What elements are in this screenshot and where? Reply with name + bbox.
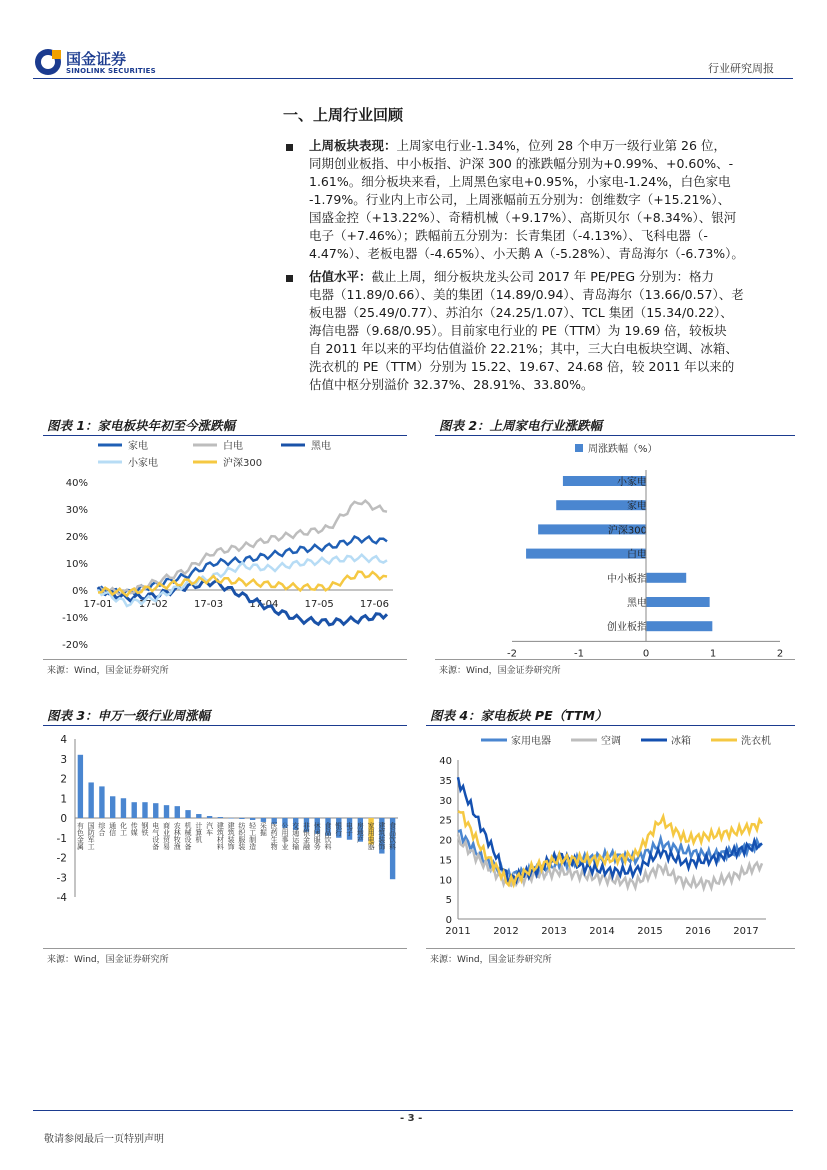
legend-label: 白电 (223, 441, 243, 452)
document-type: 行业研究周报 (708, 62, 774, 75)
bar (646, 597, 710, 607)
y-tick-label: -20% (62, 640, 88, 651)
logo-mark-icon (33, 47, 63, 77)
legend-label: 家用电器 (511, 736, 551, 747)
bullet-label: 上周板块表现： (309, 138, 397, 153)
y-tick-label: 0 (445, 915, 452, 926)
x-tick-label: 2 (776, 648, 784, 660)
category-label: 建筑材料 (216, 822, 225, 850)
category-label: 计算机 (194, 822, 203, 843)
y-tick-label: -2 (56, 852, 67, 865)
category-label: 农林牧渔 (173, 822, 182, 850)
category-label: 家用电器 (367, 822, 376, 850)
page-number: - 3 - (400, 1113, 423, 1124)
x-tick-label: 2015 (637, 926, 663, 937)
x-tick-label: 2017 (733, 926, 759, 937)
category-label: 纺织服装 (237, 822, 246, 850)
chart-ytd-performance (43, 437, 407, 660)
y-tick-label: 3 (60, 753, 67, 766)
figure2-rule (435, 435, 795, 436)
figure3-rule (43, 725, 407, 726)
category-label: 国防军工 (87, 822, 96, 850)
x-tick-label: 2013 (541, 926, 567, 937)
bar (646, 621, 712, 631)
bar (207, 816, 212, 818)
category-label: 轻工制造 (248, 822, 257, 850)
category-label: 交通运输 (291, 822, 300, 850)
x-tick-label: -2 (507, 648, 517, 660)
x-tick-label: 17-02 (138, 599, 168, 610)
category-label: 小家电 (617, 477, 647, 488)
y-tick-label: -3 (56, 872, 67, 885)
series-line-2 (458, 777, 762, 884)
figure3-title: 图表 3：申万一级行业周涨幅 (47, 708, 211, 723)
figure4-title: 图表 4：家电板块 PE（TTM） (430, 708, 608, 723)
header-rule (33, 78, 793, 79)
y-tick-label: 0% (72, 586, 88, 597)
legend-label: 沪深300 (223, 458, 263, 469)
x-tick-label: 0 (642, 648, 650, 660)
y-tick-label: 1 (60, 793, 67, 806)
x-tick-label: 17-04 (249, 599, 279, 610)
category-label: 钢铁 (140, 822, 149, 836)
category-label: 传媒 (130, 822, 139, 836)
y-tick-label: -10% (62, 613, 88, 624)
y-tick-label: -4 (56, 892, 67, 904)
y-tick-label: 20% (65, 532, 88, 543)
x-tick-label: 17-01 (83, 599, 113, 610)
legend-label: 家电 (128, 441, 148, 452)
category-label: 沪深300 (607, 525, 647, 537)
x-tick-label: 1 (709, 648, 717, 660)
y-tick-label: 35 (439, 775, 452, 787)
figure2-title: 图表 2：上周家电行业涨跌幅 (439, 418, 603, 433)
figure3-source: 来源：Wind，国金证券研究所 (47, 955, 169, 965)
category-label: 房地产 (356, 822, 365, 843)
figure2-bottom-rule (435, 659, 795, 660)
x-tick-label: 2016 (685, 926, 711, 937)
chart-industry-weekly (43, 727, 407, 947)
category-label: 中小板指 (607, 573, 647, 585)
bullet-icon (286, 275, 293, 282)
category-label: 通信 (108, 822, 117, 836)
y-tick-label: 30% (65, 505, 88, 516)
footer-note: 敬请参阅最后一页特别声明 (44, 1134, 164, 1145)
bar (646, 573, 686, 583)
category-label: 白电 (627, 549, 647, 561)
bar (110, 796, 115, 818)
bar (142, 802, 147, 818)
category-label: 电气设备 (151, 822, 160, 850)
bar (132, 802, 137, 818)
category-label: 有色金属 (76, 822, 85, 850)
figure4-rule (426, 725, 795, 726)
category-label: 化工 (119, 822, 128, 836)
bar (228, 818, 233, 819)
logo-name: 国金证券 (66, 50, 127, 68)
bar (185, 810, 190, 818)
bar (250, 818, 255, 820)
category-label: 黑电 (627, 598, 647, 609)
category-label: 采掘 (259, 822, 268, 836)
legend-label: 周涨跌幅（%） (588, 444, 658, 455)
bar (121, 798, 126, 818)
bullet-label: 估值水平： (309, 269, 372, 284)
category-label: 非银金融 (302, 822, 311, 850)
category-label: 建筑装饰 (227, 822, 236, 850)
bar (239, 818, 244, 819)
y-tick-label: 30 (439, 795, 452, 807)
category-label: 食品饮料 (324, 822, 333, 850)
category-label: 家电 (627, 501, 647, 513)
legend-label: 冰箱 (671, 736, 691, 747)
y-tick-label: 40% (65, 478, 88, 489)
figure1-title: 图表 1：家电板块年初至今涨跌幅 (47, 418, 236, 433)
category-label: 机械设备 (184, 822, 193, 850)
figure4-source: 来源：Wind，国金证券研究所 (430, 955, 552, 965)
x-tick-label: 2012 (493, 926, 519, 937)
figure4-bottom-rule (426, 948, 795, 949)
category-label: 公用事业 (280, 822, 289, 850)
logo-english: SINOLINK SECURITIES (66, 67, 156, 75)
bar (196, 814, 201, 818)
category-label: 汽车 (205, 822, 214, 836)
y-tick-label: 10% (65, 559, 88, 570)
legend-swatch (575, 444, 583, 452)
y-tick-label: 2 (60, 773, 67, 786)
category-label: 银行 (334, 822, 343, 836)
bar (153, 803, 158, 818)
category-label: 商业贸易 (162, 822, 171, 850)
bullet-valuation: 估值水平：截止上周，细分板块龙头公司 2017 年 PE/PEG 分别为：格力 电器（11.89/0.66）、美的集团（14.89/0.94）、青岛海尔（13.66/0.57）、老 板电器（25.49/0.77）、苏泊尔（24.25/1.07）、TCL 集团（15.34/0.22）、 海信电器（9.68/0.95）。目前家电行业的 PE（TTM）为 19.69 倍，较板块 自 2011 年以来的平均估值溢价 22.21%；其中，三大白电板块空调、冰箱、 洗衣机的 PE（TTM）分别为 15.22、19.67、24.68 倍，较 2011 年以来的 估值中枢分别溢价 32.37%、28.91%、33.80%。 (309, 269, 744, 392)
logo (33, 47, 63, 77)
figure1-bottom-rule (43, 659, 407, 660)
figure1-source: 来源：Wind，国金证券研究所 (47, 666, 169, 676)
figure1-rule (43, 435, 407, 436)
bar (99, 786, 104, 818)
x-tick-label: 17-06 (359, 599, 389, 610)
category-label: 医药生物 (270, 822, 279, 850)
y-tick-label: 0 (60, 813, 67, 825)
x-tick-label: -1 (574, 648, 584, 660)
y-tick-label: 4 (60, 734, 67, 746)
bar (78, 755, 83, 818)
section-title: 一、上周行业回顾 (283, 106, 404, 124)
chart-weekly-performance (435, 437, 795, 660)
legend-label: 黑电 (311, 441, 331, 452)
category-label: 建筑装饰 (377, 822, 386, 850)
bar (175, 806, 180, 818)
y-tick-label: 15 (439, 855, 452, 867)
legend-label: 小家电 (128, 458, 158, 469)
bar (218, 817, 223, 818)
y-tick-label: 10 (439, 875, 452, 887)
bullet-icon (286, 144, 293, 151)
x-tick-label: 17-05 (304, 599, 334, 610)
category-label: 食品饮料 (388, 822, 397, 850)
legend-label: 空调 (601, 736, 621, 747)
chart-pe-ttm (426, 727, 795, 947)
category-label: 创业板指 (607, 622, 647, 634)
figure2-source: 来源：Wind，国金证券研究所 (439, 666, 561, 676)
y-tick-label: 5 (445, 895, 452, 907)
y-tick-label: 25 (439, 815, 452, 827)
figure3-bottom-rule (43, 948, 407, 949)
category-label: 休闲服务 (313, 822, 322, 850)
category-label: 电子 (345, 822, 354, 836)
x-tick-label: 17-03 (194, 599, 224, 610)
x-tick-label: 2014 (589, 926, 615, 937)
y-tick-label: -1 (56, 832, 67, 845)
bar (88, 782, 93, 818)
category-label: 综合 (97, 822, 106, 836)
y-tick-label: 20 (439, 835, 452, 847)
bullet-weekly-performance: 上周板块表现：上周家电行业-1.34%，位列 28 个申万一级行业第 26 位， 同期创业板指、中小板指、沪深 300 的涨跌幅分别为+0.99%、+0.60%、- 1.61%。细分板块来看，上周黑色家电+0.95%，小家电-1.24%，白色家电 -1.79%。行业内上市公司，上周涨幅前五分别为：创维数字（+15.21%）、 国盛金控（+13.22%）、奇精机械（+9.17%）、高斯贝尔（+8.34%）、银河 电子（+7.46%）；跌幅前五分别为：长青集团（-4.13%）、飞科电器（- 4.47%）、老板电器（-4.65%）、小天鹅 A（-5.28%）、青岛海尔（-6.73%）。 (309, 138, 744, 261)
y-tick-label: 40 (439, 756, 452, 767)
legend-label: 洗衣机 (741, 736, 771, 747)
bar (164, 805, 169, 818)
footer-rule (33, 1110, 793, 1111)
x-tick-label: 2011 (445, 926, 471, 937)
